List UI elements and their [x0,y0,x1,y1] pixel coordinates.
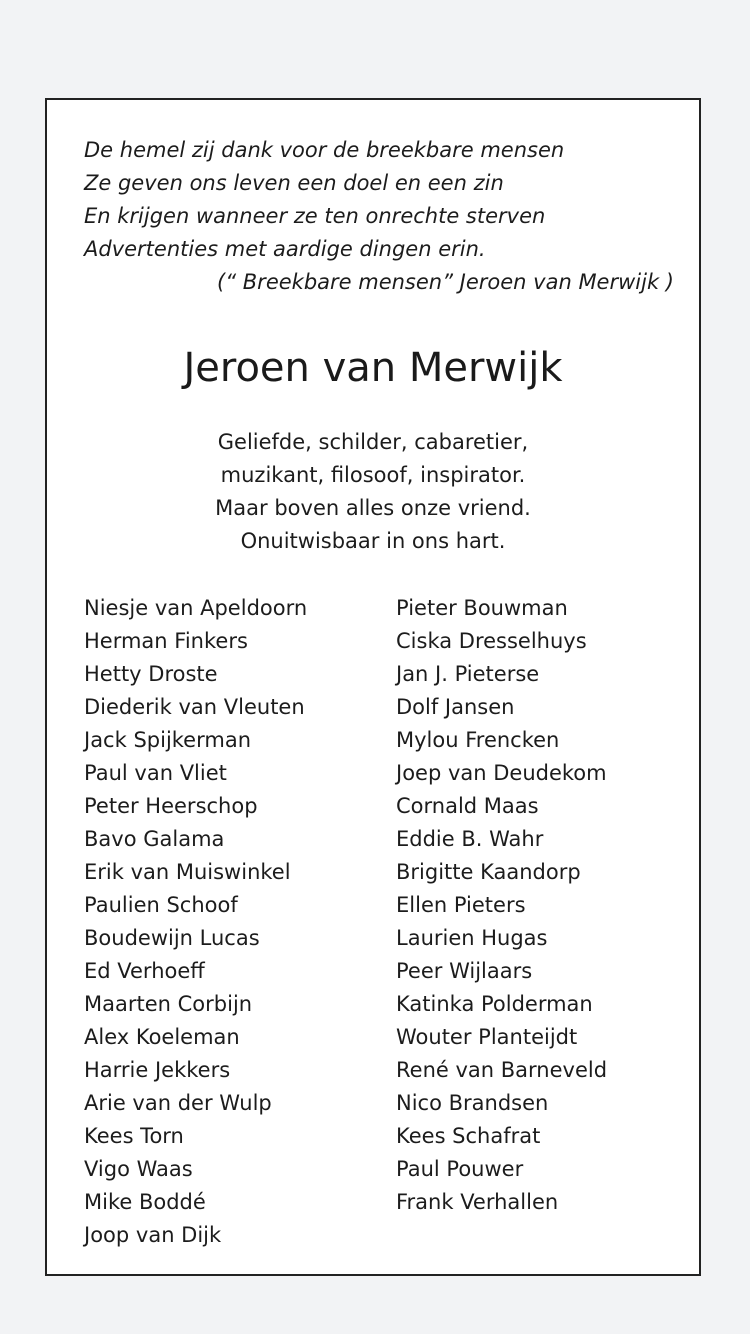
signatory-name: Mylou Frencken [396,728,560,752]
signatory-name: Frank Verhallen [396,1190,559,1214]
signatory-name: Bavo Galama [84,827,225,851]
tribute-line: Onuitwisbaar in ons hart. [240,529,506,553]
tribute-text [47,426,699,558]
signatory-name: Ed Verhoeff [84,959,205,983]
poem-line: Advertenties met aardige dingen erin. [84,237,486,261]
poem-line: Ze geven ons leven een doel en een zin [84,171,504,195]
signatory-name: Paulien Schoof [84,893,238,917]
signatory-name: Vigo Waas [84,1157,193,1181]
signatory-name: Peer Wijlaars [396,959,533,983]
signatory-name: Erik van Muiswinkel [84,860,291,884]
signatory-name: Harrie Jekkers [84,1058,231,1082]
signatory-name: Laurien Hugas [396,926,548,950]
signatory-name: Brigitte Kaandorp [396,860,581,884]
signatory-name: Arie van der Wulp [84,1091,272,1115]
deceased-name: Jeroen van Merwijk [183,345,563,391]
signatory-name: Hetty Droste [84,662,218,686]
signatory-name: Cornald Maas [396,794,539,818]
signatory-name: Joep van Deudekom [396,761,607,785]
tribute-line: Maar boven alles onze vriend. [215,496,531,520]
signatory-name: Niesje van Apeldoorn [84,596,308,620]
signatory-name: Paul Pouwer [396,1157,524,1181]
signatories-right-column [396,592,607,1219]
signatory-name: Nico Brandsen [396,1091,549,1115]
signatory-name: Eddie B. Wahr [396,827,544,851]
signatory-name: Maarten Corbijn [84,992,253,1016]
signatory-name: Kees Schafrat [396,1124,541,1148]
signatory-name: Peter Heerschop [84,794,258,818]
signatory-name: Katinka Polderman [396,992,593,1016]
poem-line: En krijgen wanneer ze ten onrechte sterven [84,204,546,228]
signatory-name: Jack Spijkerman [84,728,252,752]
signatory-name: Diederik van Vleuten [84,695,305,719]
signatory-name: Wouter Planteijdt [396,1025,578,1049]
poem-block [84,134,674,299]
tribute-line: muzikant, filosoof, inspirator. [220,463,526,487]
obituary-card [45,98,701,1276]
tribute-line: Geliefde, schilder, cabaretier, [217,430,529,454]
signatory-name: Joop van Dijk [84,1223,222,1247]
signatory-name: Jan J. Pieterse [396,662,540,686]
signatory-name: Dolf Jansen [396,695,515,719]
signatories-left-column [84,592,307,1252]
signatory-name: Kees Torn [84,1124,184,1148]
signatory-name: Alex Koeleman [84,1025,240,1049]
poem-credit: (“ Breekbare mensen” Jeroen van Merwijk ) [217,270,674,294]
poem-line: De hemel zij dank voor de breekbare mensen [84,138,565,162]
signatory-name: Mike Boddé [84,1190,206,1214]
signatory-name: Paul van Vliet [84,761,227,785]
signatory-name: Boudewijn Lucas [84,926,260,950]
signatory-name: René van Barneveld [396,1058,608,1082]
signatory-name: Ellen Pieters [396,893,526,917]
signatory-name: Ciska Dresselhuys [396,629,587,653]
signatory-name: Pieter Bouwman [396,596,568,620]
signatory-name: Herman Finkers [84,629,248,653]
